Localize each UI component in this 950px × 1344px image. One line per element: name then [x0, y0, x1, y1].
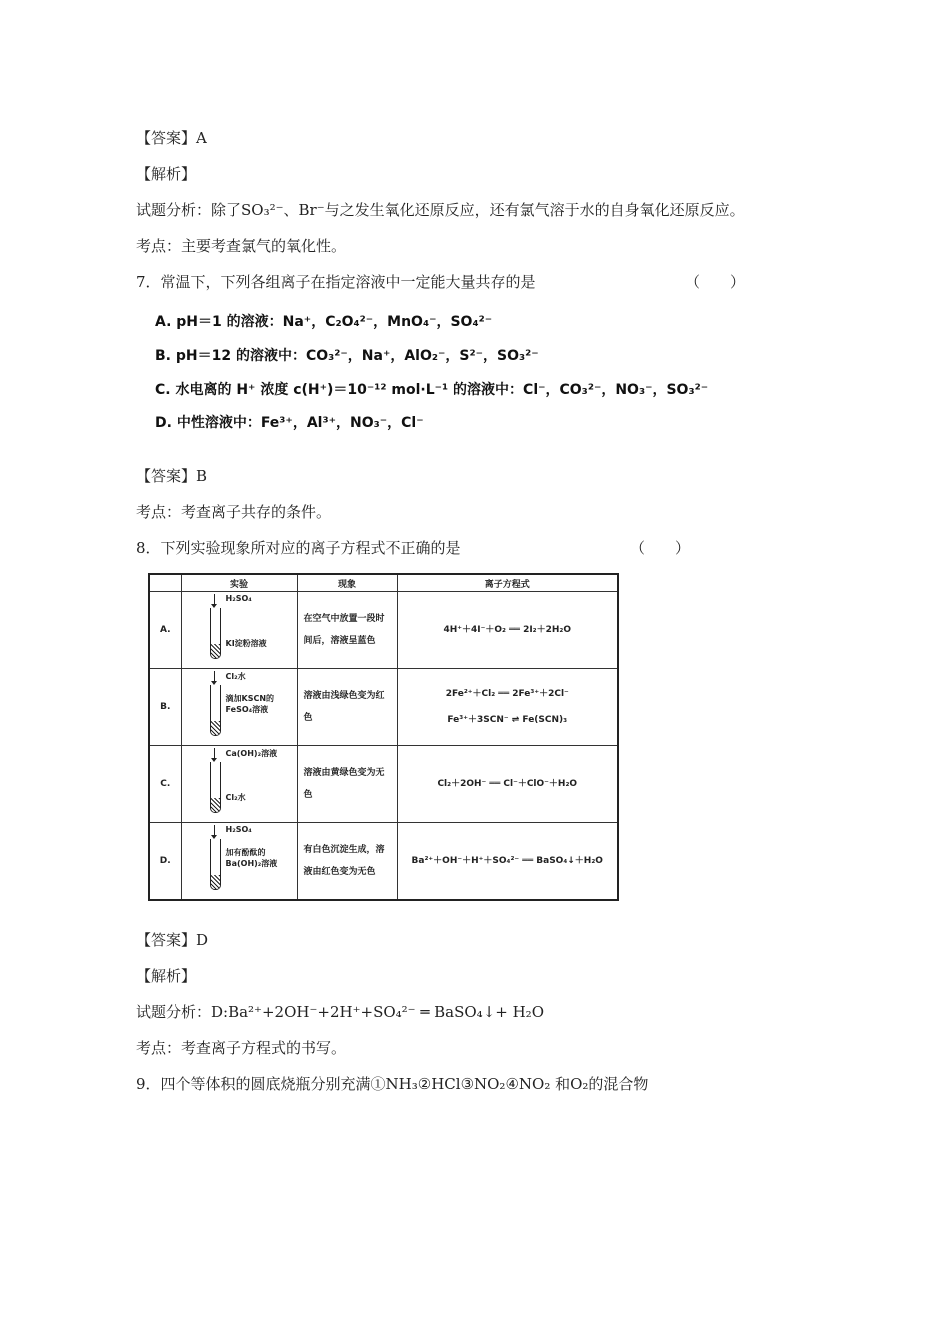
reagent-tube: 滴加KSCN的FeSO₄溶液	[225, 694, 275, 714]
q7-option-a: A. pH＝1 的溶液：Na⁺，C₂O₄²⁻，MnO₄⁻，SO₄²⁻	[155, 314, 493, 330]
equation-line: 2Fe²⁺＋Cl₂ ══ 2Fe³⁺＋2Cl⁻	[445, 689, 569, 699]
header-equation: 离子方程式	[397, 574, 618, 592]
row-label: D.	[149, 823, 181, 901]
q6-point: 考点：主要考查氯气的氧化性。	[136, 237, 347, 255]
dropper-arrow-icon	[214, 825, 215, 837]
equation-line: Cl₂＋2OH⁻ ══ Cl⁻＋ClO⁻＋H₂O	[437, 779, 578, 789]
q8-answer-paren: （ ）	[630, 539, 691, 557]
equation-line: 4H⁺＋4I⁻＋O₂ ══ 2I₂＋2H₂O	[443, 625, 572, 635]
dropper-arrow-icon	[214, 594, 215, 606]
q7-option-b: B. pH＝12 的溶液中：CO₃²⁻，Na⁺，AlO₂⁻，S²⁻，SO₃²⁻	[155, 348, 539, 364]
apparatus	[181, 592, 297, 669]
q6-answer: 【答案】A	[136, 129, 207, 147]
q8-point: 考点：考查离子方程式的书写。	[136, 1039, 347, 1057]
test-tube-icon	[210, 839, 221, 890]
table-row	[149, 592, 618, 669]
reagent-tube: Cl₂水	[225, 793, 246, 802]
equation	[397, 592, 618, 669]
q7-option-c: C. 水电离的 H⁺ 浓度 c(H⁺)＝10⁻¹² mol·L⁻¹ 的溶液中：Cl⁻，CO₃²⁻，NO₃⁻，SO₃²⁻	[155, 382, 709, 398]
observation: 有白色沉淀生成，溶液由红色变为无色	[297, 823, 397, 901]
table-header-row	[149, 574, 618, 592]
q9-question: 9．四个等体积的圆底烧瓶分别充满①NH₃②HCl③NO₂④NO₂ 和O₂的混合物	[136, 1075, 649, 1093]
observation: 溶液由黄绿色变为无色	[297, 746, 397, 823]
table-row	[149, 746, 618, 823]
test-tube-icon	[210, 762, 221, 813]
q8-answer: 【答案】D	[136, 931, 209, 949]
reagent-tube: 加有酚酞的Ba(OH)₂溶液	[225, 848, 278, 868]
row-label: B.	[149, 669, 181, 746]
dropper-arrow-icon	[214, 671, 215, 683]
header-observation: 现象	[297, 574, 397, 592]
equation	[397, 746, 618, 823]
q8-analysis: 试题分析：D:Ba²⁺+2OH⁻+2H⁺+SO₄²⁻ ═ BaSO₄↓+ H₂O	[136, 1003, 544, 1021]
apparatus	[181, 746, 297, 823]
header-blank	[149, 574, 181, 592]
equation	[397, 823, 618, 901]
q7-question: 7．常温下，下列各组离子在指定溶液中一定能大量共存的是	[136, 273, 536, 291]
dropper-arrow-icon	[214, 748, 215, 760]
reagent-top: Cl₂水	[225, 672, 246, 681]
row-label: C.	[149, 746, 181, 823]
q7-point: 考点：考查离子共存的条件。	[136, 503, 332, 521]
reagent-tube: KI淀粉溶液	[225, 639, 267, 648]
observation: 溶液由浅绿色变为红色	[297, 669, 397, 746]
test-tube-icon	[210, 685, 221, 736]
equation-line: Ba²⁺＋OH⁻＋H⁺＋SO₄²⁻ ══ BaSO₄↓＋H₂O	[411, 856, 603, 866]
apparatus	[181, 669, 297, 746]
table-row	[149, 669, 618, 746]
apparatus	[181, 823, 297, 901]
header-experiment: 实验	[181, 574, 297, 592]
reagent-top: H₂SO₄	[225, 825, 252, 834]
q7-option-d: D. 中性溶液中：Fe³⁺，Al³⁺，NO₃⁻，Cl⁻	[155, 415, 424, 431]
equation-line-2: Fe³⁺＋3SCN⁻ ⇌ Fe(SCN)₃	[447, 715, 568, 725]
q7-answer: 【答案】B	[136, 467, 208, 485]
row-label: A.	[149, 592, 181, 669]
q8-analysis-heading: 【解析】	[136, 967, 197, 985]
q7-answer-paren: （ ）	[685, 273, 746, 291]
q6-analysis-heading: 【解析】	[136, 165, 197, 183]
observation: 在空气中放置一段时间后，溶液呈蓝色	[297, 592, 397, 669]
table-row	[149, 823, 618, 901]
experiment-table	[148, 573, 619, 901]
reagent-top: H₂SO₄	[225, 594, 252, 603]
q8-question: 8．下列实验现象所对应的离子方程式不正确的是	[136, 539, 461, 557]
q6-analysis: 试题分析：除了SO₃²⁻、Br⁻与之发生氧化还原反应，还有氯气溶于水的自身氧化还原反应。	[136, 201, 745, 219]
test-tube-icon	[210, 608, 221, 659]
reagent-top: Ca(OH)₂溶液	[225, 749, 278, 758]
equation	[397, 669, 618, 746]
